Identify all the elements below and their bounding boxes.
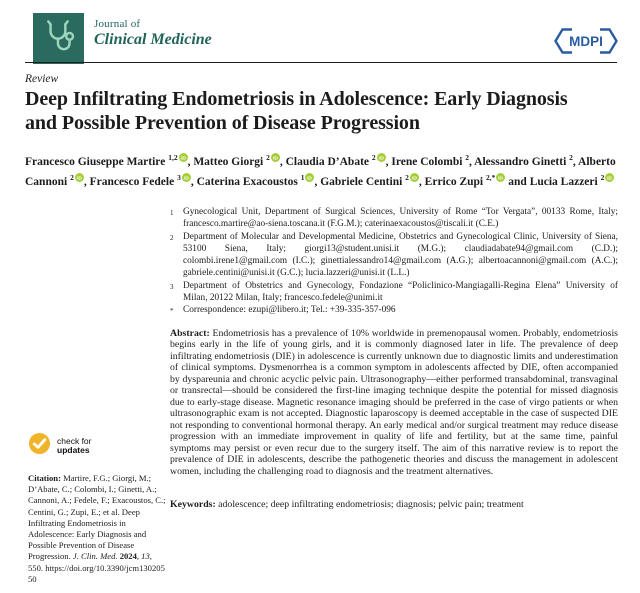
correspondence-text: Correspondence: ezupi@libero.it; Tel.: +39-335-357-096 [183, 305, 396, 316]
svg-text:iD: iD [411, 176, 417, 182]
author-name: Errico Zupi [424, 176, 484, 189]
journal-logo [33, 13, 84, 64]
svg-text:iD: iD [76, 176, 82, 182]
orcid-icon[interactable] [182, 171, 191, 188]
orcid-icon[interactable] [271, 151, 280, 168]
author-affil-sup: 2 [266, 153, 270, 162]
title-line-2: and Possible Prevention of Disease Progression [25, 112, 420, 134]
stethoscope-icon [41, 17, 77, 60]
correspondence-marker: * [170, 307, 174, 316]
author-affil-sup: 1,2 [168, 153, 178, 162]
citation-authors: Martire, F.G.; Giorgi, M.; D’Abate, C.; Colombi, I.; Ginetti, A.; Cannoni, A.; Fedele, F.; Exacoustos, C.; Centini, G.; Zupi, E.; et al. Deep Infiltrating Endometriosis in Adolescence: Early Diagnosis and Possible Prevention of Disease Progression. [28, 473, 166, 562]
badge-line-2: updates [57, 445, 90, 455]
author-name: Caterina Exacoustos [196, 176, 298, 189]
crossmark-check-icon [28, 432, 51, 460]
author-affil-sup: 2 [569, 153, 573, 162]
svg-text:iD: iD [378, 156, 384, 162]
article-title [25, 87, 625, 135]
journal-title-block [94, 18, 212, 49]
affiliation-text: Department of Molecular and Developmental Medicine, Obstetrics and Gynecological Clinic, University of Siena, 53100 Siena, Italy; giorgi13@student.unisi.it (M.G.); claudiadabate94@gmail.com (C.D.); colombi.irene1@gmail.com (I.C.); ginettialessandro14@gmail.com (A.G.); albertoacannoni@gmail.com (A.C.); gabriele.centini@unisi.it (G.C.); lucia.lazzeri@unisi.it (L.L.) [183, 231, 618, 279]
orcid-icon[interactable] [377, 151, 386, 168]
author-affil-sup: 2 [465, 153, 470, 162]
author: Gabriele Centini $^2$ iD , [320, 176, 424, 188]
author-affil-sup: 2 [70, 173, 74, 183]
author-name: Francesco Giuseppe Martire [25, 155, 166, 168]
author-name: Alessandro Ginetti [474, 155, 567, 168]
author-name: Lucia Lazzeri [529, 176, 598, 189]
author-name: Alberto Cannoni [25, 155, 616, 189]
citation-volume: 13 [141, 551, 150, 562]
author: Matteo Giorgi $^2$ iD , [193, 156, 285, 168]
author-affil-sup: 2,* [486, 173, 496, 183]
article-type-label: Review [25, 73, 59, 85]
author-name: Gabriele Centini [320, 176, 403, 189]
affiliation-marker: 2 [170, 233, 174, 242]
citation-doi-link[interactable]: https://doi.org/10.3390/jcm13020550 [28, 562, 165, 584]
affiliation-item [170, 206, 618, 231]
title-line-1: Deep Infiltrating Endometriosis in Adolescence: Early Diagnosis [25, 88, 568, 110]
keywords-line [170, 499, 618, 511]
check-for-updates-badge[interactable] [28, 432, 168, 460]
check-for-updates-label [57, 437, 92, 456]
author: Caterina Exacoustos $^1$ iD , [197, 176, 321, 188]
journal-of-label: Journal of [94, 18, 141, 30]
author-affil-sup: 1 [300, 173, 305, 183]
author-name: Francesco Fedele [89, 176, 175, 189]
author-affil-sup: 2 [600, 173, 605, 183]
svg-text:iD: iD [498, 176, 504, 182]
citation-year: 2024 [119, 551, 137, 562]
abstract-text: Endometriosis has a prevalence of 10% worldwide in premenopausal women. Probably, endometriosis begins early in the life of young girls, and it is commonly diagnosed later in life. The prevalence of deep infiltrating endometriosis (DIE) in adolescence is currently unknown due to diagnostic limits and underestimation of clinical symptoms. Dysmenorrhea is a common symptom in adolescents affected by DIE, often accompanied by dyspareunia and chronic acyclic pelvic pain. Ultrasonography—either performed transabdominal, transvaginal or transrectal—should be considered the first-line imaging technique despite the potential for missed diagnosis due to early-stage disease. Magnetic resonance imaging should be preferred in the case of virgo patients or when ultrasonographic exam is not accepted. Diagnostic laparoscopy is deemed acceptable in the case of suspected DIE not responding to conventional hormonal therapy. An early medical and/or surgical treatment may reduce disease progression with an immediate improvement in quality of life and fertility, but at the same time, painful symptoms may persist or even recur due to the surgery itself. The aim of this narrative review is to report the prevalence of DIE in adolescents, describe the pathogenetic theories and discuss the management in adolescent women, including the challenging road to diagnosis and the treatment alternatives. [170, 327, 618, 477]
author-name: Irene Colombi [391, 155, 463, 168]
keywords-text: adolescence; deep infiltrating endometriosis; diagnosis; pelvic pain; treatment [215, 499, 524, 511]
affiliation-marker: 1 [170, 209, 174, 217]
correspondence-line [170, 304, 618, 317]
badge-line-1: check for [57, 435, 92, 446]
orcid-icon[interactable] [179, 151, 188, 168]
svg-text:iD: iD [183, 176, 189, 182]
affiliation-marker: 3 [170, 282, 174, 291]
citation-journal: J. Clin. Med. [72, 551, 118, 562]
author-name: Claudia D’Abate [285, 155, 370, 168]
svg-text:iD: iD [307, 176, 313, 182]
author: Francesco Fedele $^3$ iD , [90, 176, 197, 188]
author [424, 173, 509, 189]
svg-text:iD: iD [607, 176, 613, 182]
citation-label: Citation: [28, 473, 61, 483]
affiliation-text: Gynecological Unit, Department of Surgical Sciences, University of Rome “Tor Vergata”, 00133 Rome, Italy; francesco.martire@ao-siena.toscana.it (F.G.M.); caterinaexacoustos@tiscali.it (C.E.) [183, 207, 618, 230]
author: Irene Colombi $^2$, [391, 153, 475, 168]
affiliation-item [170, 231, 618, 280]
author: Alessandro Ginetti $^2$, [474, 153, 579, 168]
author-affil-sup: 2 [371, 153, 376, 162]
affiliation-text: Department of Obstetrics and Gynecology, Fondazione “Policlinico-Mangiagalli-Regina Elena” University of Milan, 20122 Milan, Italy; francesco.fedele@unimi.it [183, 280, 618, 304]
mdpi-logo [552, 26, 620, 61]
author-affil-sup: 3 [177, 173, 181, 183]
abstract-label: Abstract: [170, 327, 210, 339]
orcid-icon[interactable] [410, 171, 419, 188]
svg-text:iD: iD [180, 156, 186, 162]
authors-line [25, 150, 619, 191]
affiliation-item [170, 280, 618, 305]
abstract-paragraph [170, 328, 618, 478]
journal-name: Clinical Medicine [94, 31, 212, 48]
header-divider [25, 62, 617, 63]
citation-block: Citation: Martire, F.G.; Giorgi, M.; D’Abate, C.; Colombi, I.; Ginetti, A.; Cannoni, A.; Fedele, F.; Exacoustos, C.; Centini, G.; Zupi, E.; et al. Deep Infiltrating Endometriosis in Adolescence: Early Diagnosis and Possible Prevention of Disease Progression. J. Clin. Med. 2024, 13, 550. https://doi.org/10.3390/jcm13020550 [28, 473, 166, 584]
author: Francesco Giuseppe Martire $^{1,2}$ iD , [25, 156, 193, 168]
author: Claudia D’Abate $^2$ iD , [286, 156, 392, 168]
author: Alberto Cannoni $^2$ iD , [25, 155, 616, 189]
svg-text:iD: iD [272, 156, 278, 162]
author-affil-sup: 2 [405, 173, 409, 183]
sidebar [28, 432, 168, 585]
orcid-icon[interactable] [75, 171, 84, 188]
author: and Lucia Lazzeri $^2$ iD [508, 176, 614, 188]
mdpi-wordmark: MDPI [569, 34, 603, 49]
keywords-label: Keywords: [170, 499, 216, 511]
orcid-icon[interactable] [605, 171, 614, 188]
author-name: Matteo Giorgi [193, 155, 264, 168]
main-column [170, 206, 618, 511]
